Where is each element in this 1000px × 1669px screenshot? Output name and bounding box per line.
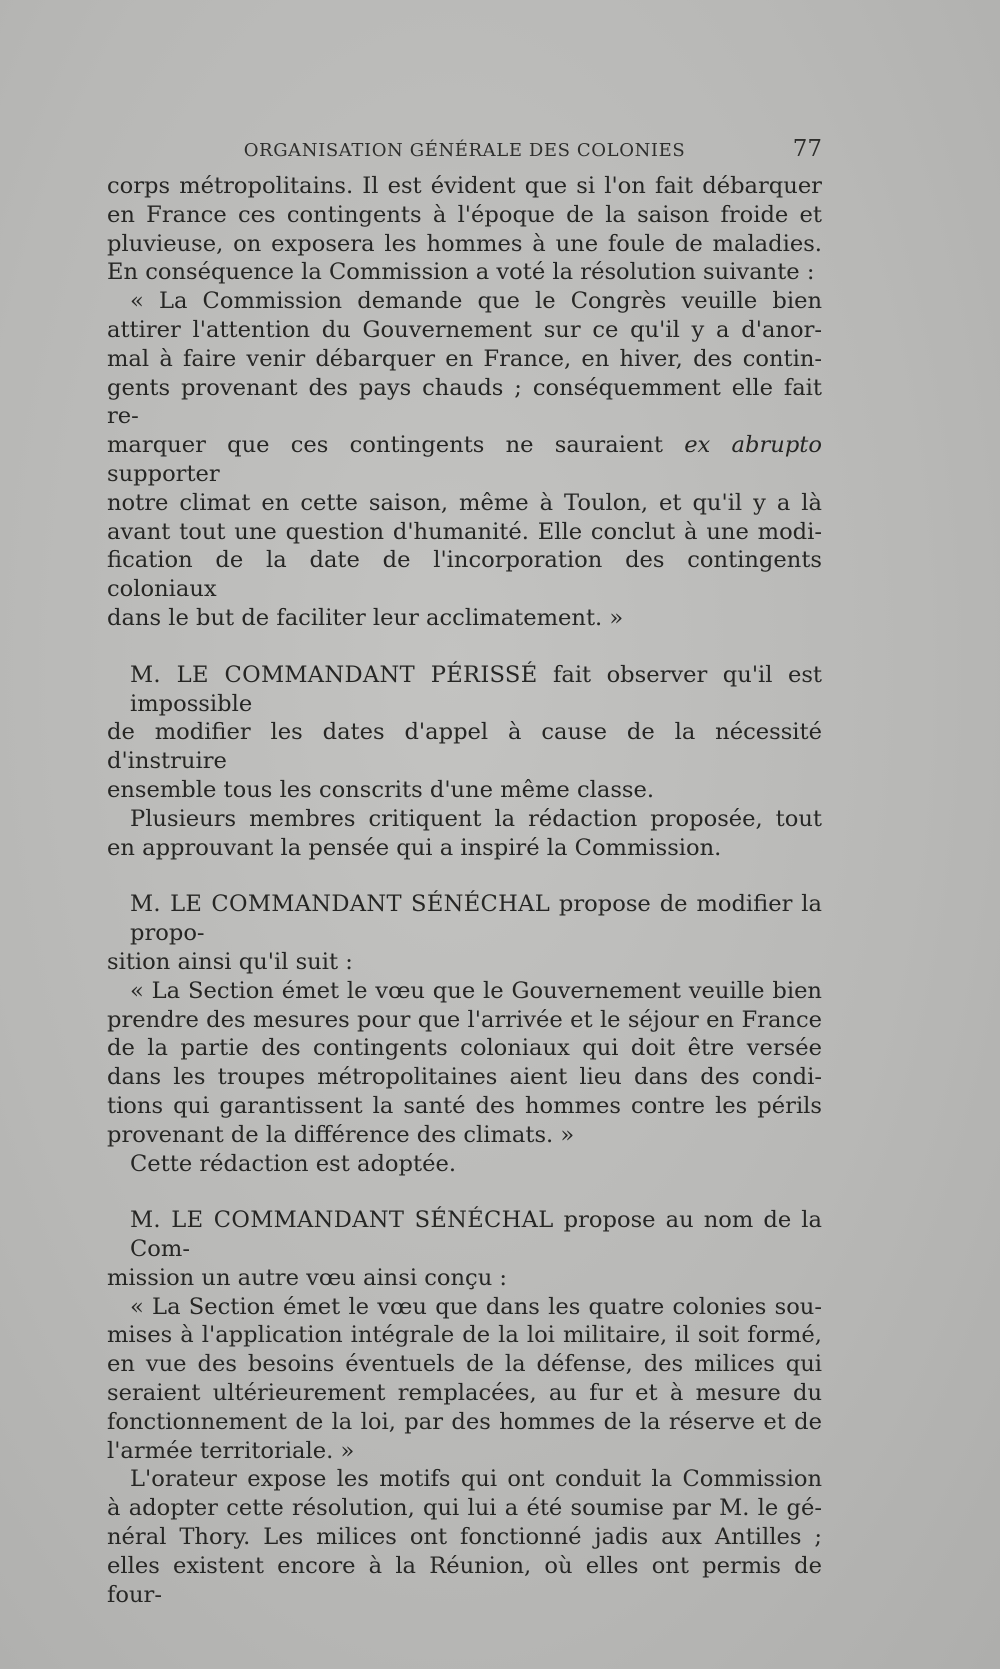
paragraph-senechal-2 <box>107 1206 822 1292</box>
text-line: fication de la date de l'incorporation des contingents coloniaux <box>107 547 822 603</box>
text-line <box>107 661 822 719</box>
page-number: 77 <box>792 136 822 162</box>
text-line: mises à l'application intégrale de la loi militaire, il soit formé, <box>107 1322 822 1349</box>
text-line: En conséquence la Commission a voté la résolution suivante : <box>107 259 815 286</box>
speaker-name: M. LE COMMANDANT SÉNÉCHAL <box>130 1207 554 1234</box>
text-line: « La Section émet le vœu que dans les quatre colonies sou- <box>130 1293 822 1320</box>
text-line: de la partie des contingents coloniaux qui doit être versée <box>107 1035 822 1062</box>
text-line: avant tout une question d'humanité. Elle conclut à une modi- <box>107 518 822 545</box>
text-line: provenant de la différence des climats. » <box>107 1121 575 1148</box>
paragraph-1 <box>107 172 822 287</box>
text-line: Cette rédaction est adoptée. <box>130 1150 456 1177</box>
text-line: prendre des mesures pour que l'arrivée et le séjour en France <box>107 1006 822 1033</box>
text-line: dans les troupes métropolitaines aient lieu dans des condi- <box>107 1064 822 1091</box>
text-line: ensemble tous les conscrits d'une même classe. <box>107 776 655 803</box>
text-line: elles existent encore à la Réunion, où elles ont permis de four- <box>107 1552 822 1608</box>
text-fragment: fait observer qu'il est impossible <box>130 661 822 717</box>
text-line: corps métropolitains. Il est évident que si l'on fait débarquer <box>107 173 822 199</box>
text-line <box>107 890 822 948</box>
page-header <box>107 136 822 166</box>
text-line: de modifier les dates d'appel à cause de la nécessité d'instruire <box>107 719 822 775</box>
text-line: marquer que ces contingents ne sauraient ex abrupto supporter <box>107 432 822 487</box>
text-line: en approuvant la pensée qui a inspiré la Commission. <box>107 834 722 861</box>
text-line: l'armée territoriale. » <box>107 1437 355 1464</box>
paragraph-senechal-1 <box>107 890 822 976</box>
text-fragment: propose de modifier la propo- <box>130 891 822 947</box>
text-line: fonctionnement de la loi, par des hommes de la réserve et de <box>107 1408 822 1435</box>
text-line: Plusieurs membres critiquent la rédaction proposée, tout <box>130 805 822 832</box>
text-line: gents provenant des pays chauds ; conséquemment elle fait re- <box>107 374 822 430</box>
speaker-name: M. LE COMMANDANT SÉNÉCHAL <box>130 891 550 918</box>
latin-phrase: ex abrupto <box>684 432 822 459</box>
paragraph-orator <box>107 1465 822 1609</box>
text-line: seraient ultérieurement remplacées, au fur et à mesure du <box>107 1380 822 1407</box>
text-line: « La Commission demande que le Congrès veuille bien <box>130 288 822 315</box>
quote-section-2 <box>107 1293 822 1466</box>
text-line: sition ainsi qu'il suit : <box>107 948 353 975</box>
text-line: à adopter cette résolution, qui lui a été soumise par M. le gé- <box>107 1495 822 1522</box>
text-line: tions qui garantissent la santé des hommes contre les périls <box>107 1092 822 1119</box>
paragraph-perisse <box>107 661 822 805</box>
text-line: L'orateur expose les motifs qui ont conduit la Commission <box>130 1466 822 1493</box>
text-line: néral Thory. Les milices ont fonctionné jadis aux Antilles ; <box>107 1524 822 1551</box>
text-line: « La Section émet le vœu que le Gouvernement veuille bien <box>130 977 822 1004</box>
running-title: ORGANISATION GÉNÉRALE DES COLONIES <box>243 140 686 161</box>
text-line: en vue des besoins éventuels de la défense, des milices qui <box>107 1351 822 1378</box>
text-line: mission un autre vœu ainsi conçu : <box>107 1264 508 1291</box>
text-fragment: propose au nom de la Com- <box>130 1207 822 1263</box>
speaker-name: M. LE COMMANDANT PÉRISSÉ <box>130 661 538 688</box>
quote-section-1 <box>107 977 822 1150</box>
text-line: dans le but de faciliter leur acclimatement. » <box>107 604 624 631</box>
text-line: mal à faire venir débarquer en France, en hiver, des contin- <box>107 345 822 372</box>
text-line: notre climat en cette saison, même à Toulon, et qu'il y a là <box>107 489 822 516</box>
paragraph-adopted <box>107 1150 822 1179</box>
text-line: attirer l'attention du Gouvernement sur ce qu'il y a d'anor- <box>107 316 822 343</box>
text-line <box>107 1206 822 1264</box>
quote-commission <box>107 287 822 633</box>
text-line: pluvieuse, on exposera les hommes à une foule de maladies. <box>107 230 822 257</box>
body-text <box>107 172 822 1609</box>
paragraph-members <box>107 805 822 863</box>
text-line: en France ces contingents à l'époque de la saison froide et <box>107 201 822 228</box>
